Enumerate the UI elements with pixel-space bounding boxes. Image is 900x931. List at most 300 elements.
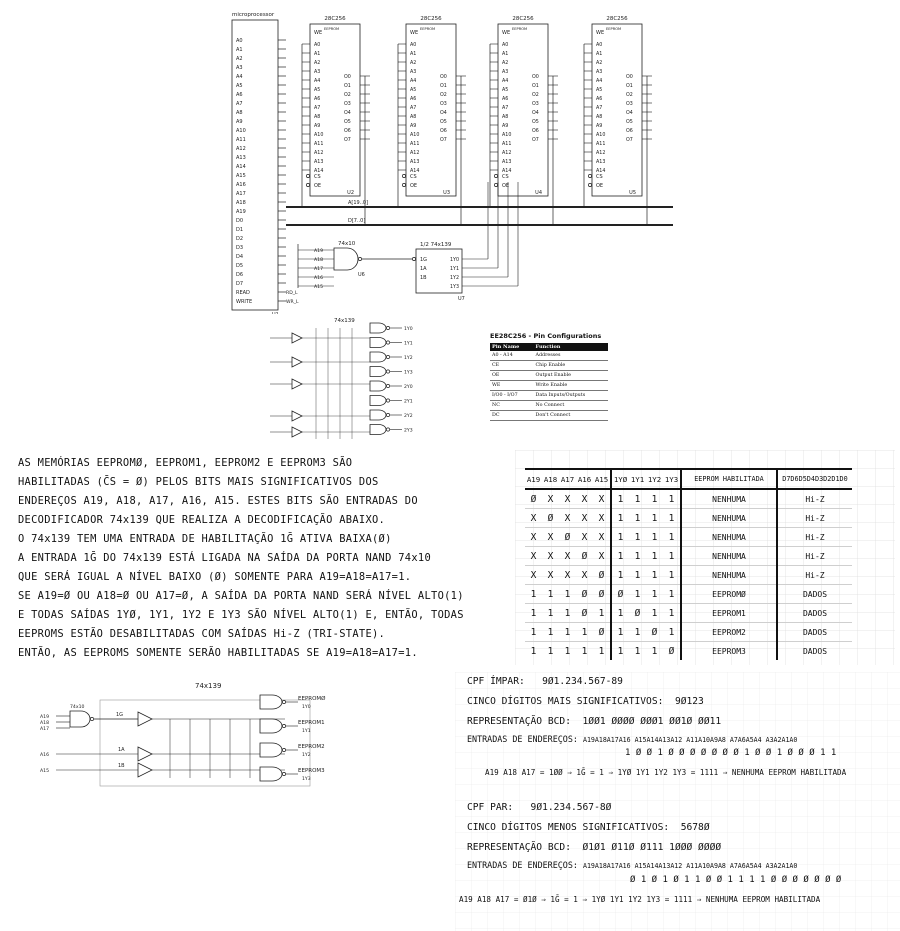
chip-addr-pin: A14	[596, 169, 606, 174]
truth-table-cell: Ø	[663, 642, 681, 661]
chip-data-pin: O2	[440, 93, 447, 98]
chip-data-pin: O3	[532, 102, 539, 107]
pin-function-cell: Addresses	[533, 351, 608, 361]
truth-table-header: A17	[559, 469, 576, 489]
truth-table-cell: 1	[646, 528, 663, 547]
truth-table-cell: EEPROM2	[681, 623, 777, 642]
chip-addr-pin: A10	[596, 133, 606, 138]
truth-table-cell: X	[559, 566, 576, 585]
chip-addr-pin: A13	[502, 160, 512, 165]
chip-data-pin: O1	[440, 84, 447, 89]
truth-table-cell: X	[593, 528, 611, 547]
truth-table-cell: X	[559, 547, 576, 566]
truth-table-cell: 1	[646, 585, 663, 604]
inversion-bubble	[282, 772, 285, 775]
chip-addr-pin: A1	[596, 52, 603, 57]
cpu-pin-label: A10	[236, 128, 246, 134]
truth-table-cell: 1	[646, 642, 663, 661]
chip-data-pin: O5	[626, 120, 633, 125]
cpf-par-value: 9Ø1.234.567-8Ø	[530, 802, 612, 813]
truth-table-cell: 1	[525, 642, 542, 661]
truth-table-row	[525, 585, 852, 604]
chip-addr-pin: A3	[596, 70, 603, 75]
chip-addr-pin: A14	[502, 169, 512, 174]
inversion-bubble	[386, 326, 389, 329]
truth-table-cell: 1	[663, 547, 681, 566]
truth-table-cell: Ø	[525, 489, 542, 509]
note-line: DECODIFICADOR 74x139 QUE REALIZA A DECODIFICAÇÃO ABAIXO.	[18, 514, 386, 526]
decoder-drawing	[30, 678, 400, 788]
pin-config-row	[490, 401, 608, 411]
truth-table-cell: 1	[593, 642, 611, 661]
chip-addr-pin: A14	[314, 169, 324, 174]
truth-table-cell: 1	[663, 509, 681, 528]
nand-gate	[370, 323, 386, 333]
cpu-pin-label: A4	[236, 74, 243, 80]
chip-addr-pin: A2	[410, 61, 417, 66]
chip-addr-pin: A13	[410, 160, 420, 165]
cpu-pin-label: A2	[236, 56, 243, 62]
chip-cs-pin: CS	[410, 174, 417, 180]
chip-ref: U3	[443, 190, 450, 196]
truth-table-cell: 1	[525, 604, 542, 623]
chip-addr-pin: A10	[410, 133, 420, 138]
truth-table-cell: 1	[663, 623, 681, 642]
cpf-par-addr-bits: Ø 1 Ø 1 Ø 1 1 Ø Ø 1 1 1 1 Ø Ø Ø Ø Ø Ø Ø	[630, 875, 842, 885]
chip-addr-pin: A9	[314, 124, 321, 129]
truth-table-cell: 1	[629, 642, 646, 661]
chip-addr-pin: A5	[502, 88, 509, 93]
chip-header: EEPROM	[606, 27, 622, 31]
chip-oe-pin: OE	[596, 183, 604, 189]
truth-table-row	[525, 623, 852, 642]
chip-data-pin: O3	[440, 102, 447, 107]
truth-table-cell: 1	[559, 642, 576, 661]
buffer-gate	[138, 747, 152, 761]
chip-data-pin: O1	[532, 84, 539, 89]
chip-data-pin: O2	[532, 93, 539, 98]
truth-table-cell: 1	[611, 566, 629, 585]
chip-addr-pin: A7	[314, 106, 321, 111]
pin-name-cell: NC	[490, 401, 533, 411]
truth-table-cell: X	[542, 489, 559, 509]
decoder-output-pin: 1Y1	[302, 729, 311, 734]
cpf-par-addr-names: A19A18A17A16 A15A14A13A12 A11A10A9A8 A7A6A5A4 A3A2A1A0	[582, 862, 798, 870]
chip-addr-pin: A7	[502, 106, 509, 111]
truth-table-cell: 1	[559, 604, 576, 623]
inversion-bubble	[306, 183, 309, 186]
truth-table-cell: 1	[542, 642, 559, 661]
decoder-input-label: A17	[40, 727, 49, 732]
inversion-bubble	[402, 174, 405, 177]
chip-ref: U2	[347, 190, 354, 196]
truth-table-cell: NENHUMA	[681, 528, 777, 547]
cpf-par-bcd: Ø1Ø1 Ø11Ø Ø111 1ØØØ ØØØØ	[582, 842, 722, 853]
note-line: E TODAS SAÍDAS 1YØ, 1Y1, 1Y2 E 1Y3 SÃO NÍVEL ALTO(1) E, ENTÃO, TODAS	[18, 609, 464, 621]
chip-data-pin: O1	[626, 84, 633, 89]
inversion-bubble	[386, 384, 389, 387]
cpu-pin-label: A18	[236, 200, 246, 206]
chip-addr-pin: A10	[314, 133, 324, 138]
truth-table	[525, 468, 852, 660]
truth-table-cell: X	[593, 547, 611, 566]
truth-table-cell: Hi-Z	[777, 547, 852, 566]
truth-table-row	[525, 547, 852, 566]
inversion-bubble	[282, 748, 285, 751]
logic-output-label: 2Y1	[404, 399, 413, 405]
truth-table-cell: Ø	[629, 604, 646, 623]
truth-table-cell: 1	[559, 585, 576, 604]
truth-table-cell: DADOS	[777, 604, 852, 623]
pin-name-cell: I/O0 - I/O7	[490, 391, 533, 401]
chip-addr-pin: A13	[314, 160, 324, 165]
chip-addr-pin: A3	[314, 70, 321, 75]
cpf-impar-line	[467, 676, 623, 687]
chip-name: 28C256	[606, 16, 628, 22]
logic-output-label: 1Y3	[404, 370, 413, 376]
nand-gate	[70, 711, 90, 727]
decoder-output-pin: 1Y1	[450, 267, 460, 272]
chip-header: EEPROM	[420, 27, 436, 31]
chip-addr-pin: A6	[410, 97, 417, 102]
chip-cs-pin: CS	[502, 174, 509, 180]
chip-data-pin: O2	[344, 93, 351, 98]
chip-addr-pin: A6	[314, 97, 321, 102]
cpu-pin-label: A3	[236, 65, 243, 71]
decoder-diagram	[30, 678, 400, 788]
memory-schematic	[228, 6, 683, 318]
nand-gate	[370, 338, 386, 348]
truth-table-cell: Hi-Z	[777, 566, 852, 585]
cpf-impar-addr-label: ENTRADAS DE ENDEREÇOS:	[467, 734, 578, 744]
logic-output-label: 2Y0	[404, 385, 413, 390]
truth-table-cell: 1	[542, 604, 559, 623]
cpf-par-bcd-line	[467, 842, 721, 853]
truth-table-cell: NENHUMA	[681, 489, 777, 509]
truth-table-cell: 1	[663, 585, 681, 604]
chip-addr-pin: A4	[410, 79, 417, 84]
data-bus-label: D[7..0]	[348, 218, 366, 224]
chip-data-pin: O4	[532, 111, 539, 116]
cpu-pin-label: A9	[236, 119, 243, 125]
truth-table-cell: 1	[629, 547, 646, 566]
cpu-pin-label: D2	[236, 236, 244, 242]
inversion-bubble	[386, 428, 389, 431]
chip-addr-pin: A13	[596, 160, 606, 165]
chip-addr-pin: A9	[410, 124, 417, 129]
chip-addr-pin: A11	[502, 142, 512, 147]
truth-table-cell: NENHUMA	[681, 547, 777, 566]
logic-output-label: 2Y3	[404, 428, 413, 434]
pin-config-row	[490, 381, 608, 391]
truth-table-cell: Hi-Z	[777, 528, 852, 547]
truth-table-cell: EEPROM1	[681, 604, 777, 623]
chip-addr-pin: A6	[502, 97, 509, 102]
pin-config-row	[490, 371, 608, 381]
decoder-input-label: A16	[40, 753, 49, 758]
note-line: ENTÃO, AS EEPROMS SOMENTE SERÃO HABILITADAS SE A19=A18=A17=1.	[18, 647, 418, 659]
truth-table-cell: EEPROM3	[681, 642, 777, 661]
pin-config-grid	[490, 343, 608, 421]
chip-addr-pin: A6	[596, 97, 603, 102]
truth-table-header: D7D6D5D4D3D2D1D0	[777, 469, 852, 489]
inversion-bubble	[494, 174, 497, 177]
truth-table-cell: 1	[629, 489, 646, 509]
wr-label: WR_L	[286, 300, 299, 305]
address-bus-label: A[19..0]	[348, 200, 369, 206]
pin-function-cell: Don't Connect	[533, 411, 608, 421]
truth-table-cell: Ø	[542, 509, 559, 528]
truth-table-cell: X	[576, 528, 593, 547]
truth-table-cell: 1	[646, 509, 663, 528]
decoder-input-label: A15	[40, 769, 49, 774]
nand-input-label: A18	[314, 258, 323, 263]
truth-table-cell: 1	[611, 547, 629, 566]
nand-gate	[370, 367, 386, 377]
cpu-pin-label: A11	[236, 137, 246, 143]
truth-table-header: A19	[525, 469, 542, 489]
rd-label: RD_L	[286, 291, 298, 296]
chip-data-pin: O4	[626, 111, 633, 116]
cpu-pin-label: A15	[236, 173, 246, 179]
chip-addr-pin: A0	[502, 43, 509, 48]
decoder-output-pin: 1Y0	[450, 258, 460, 263]
truth-table-cell: 1	[611, 604, 629, 623]
cpu-pin-label: A19	[236, 209, 246, 215]
chip-addr-pin: A1	[314, 52, 321, 57]
inversion-bubble	[412, 257, 415, 260]
cpf-impar-addr-line	[467, 734, 797, 744]
cpf-par-addr-line	[467, 860, 797, 870]
truth-table-row	[525, 604, 852, 623]
truth-table-cell: 1	[576, 623, 593, 642]
chip-addr-pin: A12	[502, 151, 512, 156]
cpu-pin-label: D0	[236, 218, 244, 224]
truth-table-cell: 1	[629, 566, 646, 585]
truth-table-cell: X	[593, 509, 611, 528]
cpu-pin-label: A8	[236, 110, 243, 116]
truth-table-cell: 1	[559, 623, 576, 642]
cpf-impar-bcd: 1ØØ1 ØØØØ ØØØ1 ØØ1Ø ØØ11	[582, 716, 722, 727]
truth-table-cell: 1	[525, 585, 542, 604]
chip-addr-pin: A8	[596, 115, 603, 120]
cpf-impar-bcd-label: REPRESENTAÇÃO BCD:	[467, 716, 571, 727]
note-line: SE A19=Ø OU A18=Ø OU A17=Ø, A SAÍDA DA PORTA NAND SERÁ NÍVEL ALTO(1)	[18, 590, 464, 602]
chip-addr-pin: A12	[314, 151, 324, 156]
chip-addr-pin: A9	[596, 124, 603, 129]
truth-table-cell: Ø	[576, 604, 593, 623]
nand-input-label: A15	[314, 285, 323, 290]
nand-gate	[370, 352, 386, 362]
chip-addr-pin: A0	[314, 43, 321, 48]
nand-input-label: A19	[314, 249, 323, 254]
cpf-impar-addr-bits: 1 Ø Ø 1 Ø Ø Ø Ø Ø Ø Ø 1 Ø Ø 1 Ø Ø Ø 1 1	[625, 748, 837, 758]
pin-function-cell: Write Enable	[533, 381, 608, 391]
truth-table-cell: Ø	[576, 547, 593, 566]
truth-table-cell: 1	[611, 489, 629, 509]
chip-data-pin: O0	[626, 75, 633, 80]
cpf-impar-addr-names: A19A18A17A16 A15A14A13A12 A11A10A9A8 A7A6A5A4 A3A2A1A0	[582, 736, 798, 744]
inversion-bubble	[358, 257, 361, 260]
truth-table-row	[525, 509, 852, 528]
nand-ref: U6	[358, 272, 365, 278]
chip-addr-pin: A11	[410, 142, 420, 147]
nand-gate	[370, 381, 386, 391]
truth-table-cell: 1	[663, 489, 681, 509]
cpu-pin-label: READ	[236, 290, 250, 296]
cpf-par-addr-label: ENTRADAS DE ENDEREÇOS:	[467, 860, 578, 870]
cpf-impar-digits-line	[467, 696, 704, 707]
pin-name-cell: WE	[490, 381, 533, 391]
nand-gate	[260, 767, 282, 781]
inversion-bubble	[588, 174, 591, 177]
cpf-par-digits: 5678Ø	[680, 822, 710, 833]
truth-table-cell: 1	[629, 585, 646, 604]
chip-data-pin: O1	[344, 84, 351, 89]
inversion-bubble	[386, 413, 389, 416]
note-line: A ENTRADA 1Ḡ DO 74x139 ESTÁ LIGADA NA SAÍDA DA PORTA NAND 74x10	[18, 552, 432, 564]
cpf-impar-value: 9Ø1.234.567-89	[542, 676, 623, 687]
nand-gate	[334, 248, 358, 270]
logic-output-label: 2Y2	[404, 414, 413, 419]
pin-configuration-table	[490, 332, 608, 421]
decoder-input-pin: 1B	[420, 275, 427, 281]
pin-config-row	[490, 411, 608, 421]
truth-table-cell: X	[525, 547, 542, 566]
truth-table-header: 1YØ	[611, 469, 629, 489]
truth-table-cell: Ø	[593, 585, 611, 604]
nand-gate	[370, 425, 386, 435]
cpu-pin-label: A1	[236, 47, 243, 53]
nand-gate	[260, 719, 282, 733]
chip-addr-pin: A5	[314, 88, 321, 93]
chip-addr-pin: A10	[502, 133, 512, 138]
truth-table-cell: Ø	[559, 528, 576, 547]
chip-oe-pin: OE	[410, 183, 418, 189]
decoder-pin-label: 1G	[116, 712, 124, 718]
cpf-impar-digits-label: CINCO DÍGITOS MAIS SIGNIFICATIVOS:	[467, 696, 664, 707]
cpu-pin-label: D7	[236, 281, 244, 287]
chip-data-pin: O6	[532, 129, 539, 134]
chip-cs-pin: CS	[596, 174, 603, 180]
inversion-bubble	[386, 355, 389, 358]
truth-table-cell: X	[525, 566, 542, 585]
chip-data-pin: O5	[344, 120, 351, 125]
truth-table-cell: DADOS	[777, 642, 852, 661]
decoder-output-eeprom: EEPROM1	[298, 720, 325, 726]
chip-data-pin: O6	[626, 129, 633, 134]
truth-table-cell: 1	[646, 547, 663, 566]
handwritten-notes	[10, 448, 510, 663]
truth-table-cell: 1	[542, 585, 559, 604]
decoder-input-label: A19	[40, 715, 49, 720]
truth-table-cell: 1	[663, 566, 681, 585]
chip-addr-pin: A12	[596, 151, 606, 156]
chip-addr-pin: A8	[502, 115, 509, 120]
truth-table-cell: X	[542, 547, 559, 566]
cpu-pin-label: A6	[236, 92, 243, 98]
truth-table-cell: 1	[663, 528, 681, 547]
schematic-drawing	[228, 6, 683, 318]
chip-addr-pin: A2	[314, 61, 321, 66]
nand-gate	[370, 410, 386, 420]
decoder-output-eeprom: EEPROM3	[298, 768, 325, 774]
chip-we-pin: WE	[314, 30, 323, 36]
decoder-output-eeprom: EEPROM2	[298, 744, 325, 750]
buffer-gate	[138, 712, 152, 726]
truth-table-cell: 1	[576, 642, 593, 661]
truth-table-panel	[515, 450, 895, 665]
decoder-input-label: A18	[40, 721, 49, 726]
chip-addr-pin: A9	[502, 124, 509, 129]
cpu-pin-label: A5	[236, 83, 243, 89]
chip-addr-pin: A4	[596, 79, 603, 84]
decoder-ref: U7	[458, 296, 465, 302]
chip-data-pin: O3	[626, 102, 633, 107]
truth-table-cell: DADOS	[777, 585, 852, 604]
inversion-bubble	[386, 341, 389, 344]
truth-table-cell: X	[576, 509, 593, 528]
chip-data-pin: O7	[440, 138, 447, 143]
chip-data-pin: O7	[344, 138, 351, 143]
inversion-bubble	[306, 174, 309, 177]
chip-we-pin: WE	[410, 30, 419, 36]
cpu-pin-label: A14	[236, 164, 246, 170]
inversion-bubble	[282, 724, 285, 727]
chip-addr-pin: A8	[410, 115, 417, 120]
truth-table-cell: 1	[611, 623, 629, 642]
pin-config-header: Function	[533, 343, 608, 351]
cpu-pin-label: A12	[236, 146, 246, 152]
chip-addr-pin: A11	[314, 142, 324, 147]
inversion-bubble	[588, 183, 591, 186]
truth-table-cell: X	[525, 528, 542, 547]
truth-table-cell: 1	[629, 509, 646, 528]
truth-table-cell: X	[593, 489, 611, 509]
nand-part-label: 74x10	[338, 241, 356, 247]
buffer-gate	[292, 379, 302, 389]
chip-data-pin: O0	[440, 75, 447, 80]
truth-table-cell: Ø	[593, 623, 611, 642]
cpf-par-line	[467, 802, 611, 813]
decoder-pin-label: 1A	[118, 747, 125, 753]
cpu-pin-label: A0	[236, 38, 243, 44]
pin-function-cell: No Connect	[533, 401, 608, 411]
inversion-bubble	[402, 183, 405, 186]
pin-function-cell: Output Enable	[533, 371, 608, 381]
truth-table-cell: X	[576, 566, 593, 585]
truth-table-row	[525, 489, 852, 509]
chip-data-pin: O5	[440, 120, 447, 125]
chip-oe-pin: OE	[502, 183, 510, 189]
chip-ref: U4	[535, 190, 542, 196]
chip-name: 28C256	[420, 16, 442, 22]
chip-we-pin: WE	[502, 30, 511, 36]
nand-input-label: A17	[314, 267, 323, 272]
cpf-impar-result: A19 A18 A17 = 1ØØ ⇒ 1Ḡ = 1 ⇒ 1YØ 1Y1 1Y2 1Y3 = 1111 ⇒ NENHUMA EEPROM HABILITADA	[485, 768, 847, 777]
chip-data-pin: O5	[532, 120, 539, 125]
truth-table-header: EEPROM HABILITADA	[681, 469, 777, 489]
inversion-bubble	[494, 183, 497, 186]
decoder-input-pin: 1G	[420, 257, 428, 263]
chip-addr-pin: A7	[410, 106, 417, 111]
chip-data-pin: O4	[344, 111, 351, 116]
logic-output-label: 1Y0	[404, 327, 413, 332]
decoder-nand-label: 74x10	[70, 705, 85, 710]
decoder-part-label: 1/2 74x139	[420, 242, 452, 248]
decoder-output-pin: 1Y3	[450, 285, 460, 290]
truth-table-cell: Ø	[576, 585, 593, 604]
